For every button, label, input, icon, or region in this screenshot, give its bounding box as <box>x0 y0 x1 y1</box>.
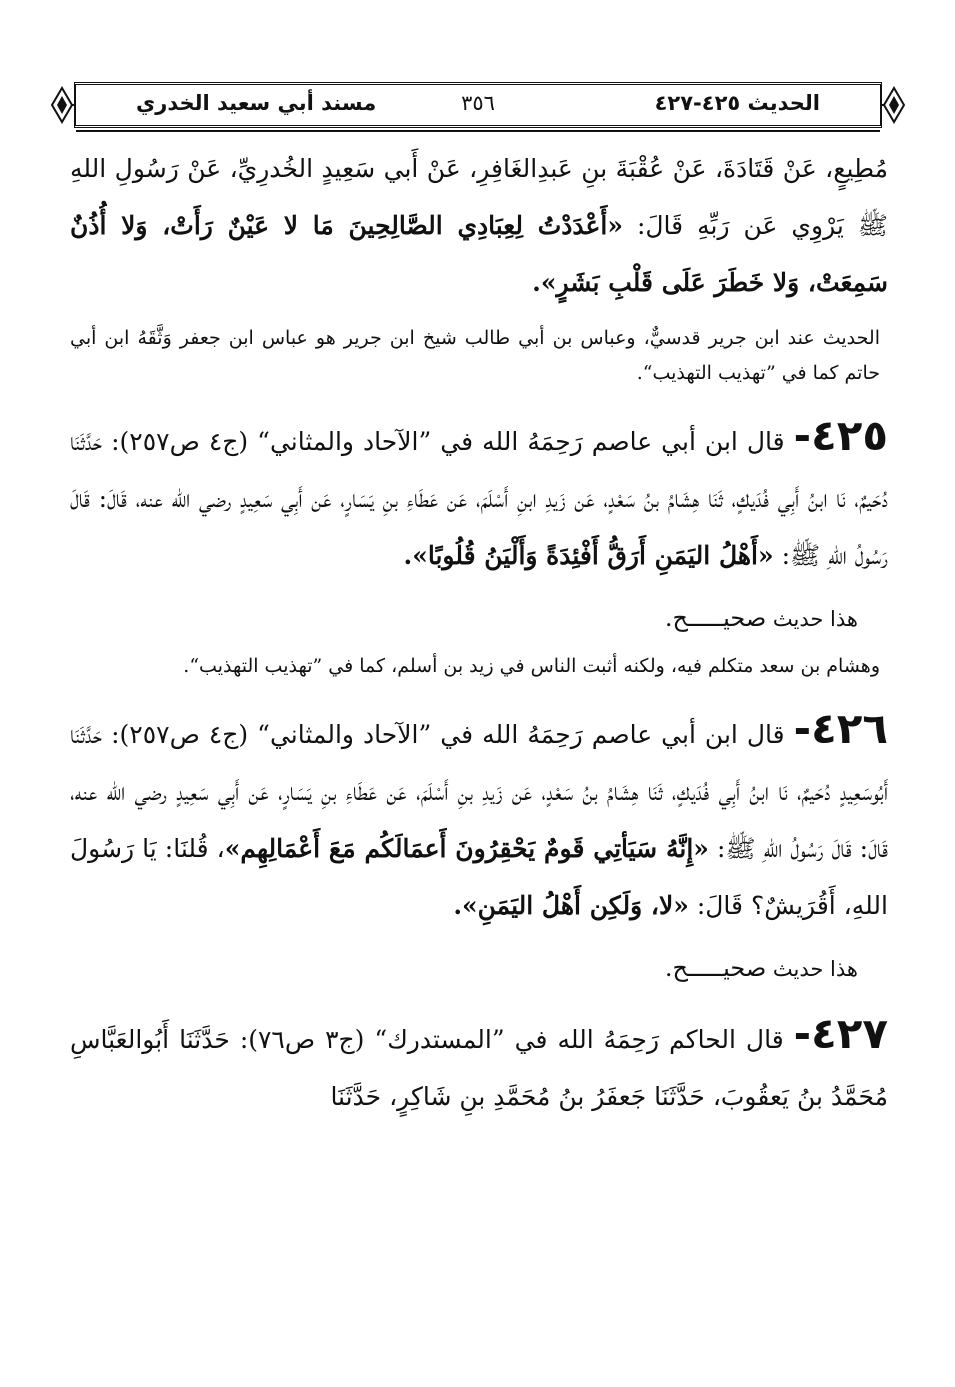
hadith-424-continuation <box>70 140 888 311</box>
hadith-425-verdict <box>70 598 858 639</box>
hadith-range: الحديث ٤٢٥-٤٢٧ <box>654 91 820 115</box>
page-header <box>48 82 908 128</box>
verdict-prefix: هذا حديث <box>766 957 858 981</box>
page-number: ٣٥٦ <box>461 91 495 115</box>
verdict-prefix: هذا حديث <box>766 607 858 631</box>
hadith-425-isnad: قال ابن أبي عاصم رَحِمَهُ الله في ”الآحاد والمثاني“ (ج٤ ص٢٥٧): حَدَّثَنَا دُحَيمٌ، نَا ابنُ أَبِي فُدَيكٍ، ثَنَا هِشَامُ بنُ سَعْدٍ، عَن زَيدِ ابنِ أَسْلَمَ، عَن عَطَاءِ بنِ يَسَارٍ، عَن أَبِي سَعِيدٍ رضي الله عنه، قَالَ: قَالَ رَسُولُ اللهِ ﷺ: <box>70 427 888 570</box>
hadith-424-matn: «أَعْدَدْتُ لِعِبَادِي الصَّالِحِينَ مَا لا عَيْنٌ رَأَتْ، وَلا أُذُنٌ سَمِعَتْ، وَلا خَطَرَ عَلَى قَلْبِ بَشَرٍ». <box>70 211 888 297</box>
ornament-right-icon <box>880 84 908 126</box>
hadith-425 <box>70 407 888 584</box>
hadith-424-note: الحديث عند ابن جرير قدسيٌّ، وعباس بن أبي طالب شيخ ابن جرير هو عباس ابن جعفر وَثَّقَهُ ابن أبي حاتم كما في ”تهذيب التهذيب“. <box>70 327 880 384</box>
verdict-word: صحيـــــح. <box>664 954 767 982</box>
hadith-426-matn-2: «لا، وَلَكِن أَهْلُ اليَمَنِ». <box>453 891 689 920</box>
book-title: مسند أبي سعيد الخدري <box>136 91 377 115</box>
hadith-425-number: ٤٢٥- <box>793 411 888 460</box>
page-content <box>70 140 888 1125</box>
hadith-425-note: وهشام بن سعد متكلم فيه، ولكنه أثبت الناس في زيد بن أسلم، كما في ”تهذيب التهذيب“. <box>183 655 880 677</box>
hadith-427-number: ٤٢٧- <box>793 1009 889 1058</box>
hadith-427-isnad: قال الحاكم رَحِمَهُ الله في ”المستدرك“ (ج٣ ص٧٦): حَدَّثَنَا أَبُوالعَبَّاسِ مُحَمَّدُ بنُ يَعقُوبَ، حَدَّثَنَا جَعفَرُ بنُ مُحَمَّدِ بنِ شَاكِرٍ، حَدَّثَنَا <box>70 1025 888 1111</box>
hadith-426-matn-1: «إِنَّهُ سَيَأتِي قَومٌ يَحْقِرُونَ أَعمَالَكُم مَعَ أَعْمَالِهِم» <box>224 834 709 863</box>
header-frame <box>74 82 882 128</box>
hadith-426 <box>70 700 888 934</box>
hadith-426-isnad: قال ابن أبي عاصم رَحِمَهُ الله في ”الآحاد والمثاني“ (ج٤ ص٢٥٧): حَدَّثَنَا أَبُوسَعِيدٍ دُحَيمٌ، نَا ابنُ أَبِي فُدَيكٍ، ثَنَا هِشَامُ بنُ سَعْدٍ، عَن زَيدِ بنِ أَسْلَمَ، عَن عَطَاءِ بنِ يَسَارٍ، عَن أَبِي سَعِيدٍ رضي الله عنه، قَالَ: قَالَ رَسُولُ اللهِ ﷺ: <box>70 720 888 863</box>
hadith-427 <box>70 1005 888 1125</box>
ornament-left-icon <box>48 84 76 126</box>
hadith-426-dialogue: ، قُلنَا: يَا رَسُولَ اللهِ، أَقُرَيشٌ؟ قَالَ: <box>70 834 888 920</box>
hadith-425-matn: «أَهْلُ اليَمَنِ أَرَقُّ أَفْئِدَةً وَأَلْيَنُ قُلُوبًا». <box>403 541 774 570</box>
hadith-426-verdict <box>70 948 858 989</box>
hadith-424-isnad: مُطِيعٍ، عَنْ قَتَادَةَ، عَنْ عُقْبَةَ بنِ عَبدِالغَافِرِ، عَنْ أَبي سَعِيدٍ الخُدرِيِّ، عَنْ رَسُولِ اللهِ ﷺ يَرْوِي عَن رَبِّهِ قَالَ: <box>70 154 888 240</box>
hadith-426-number: ٤٢٦- <box>793 704 888 753</box>
verdict-word: صحيـــــح. <box>664 604 767 632</box>
